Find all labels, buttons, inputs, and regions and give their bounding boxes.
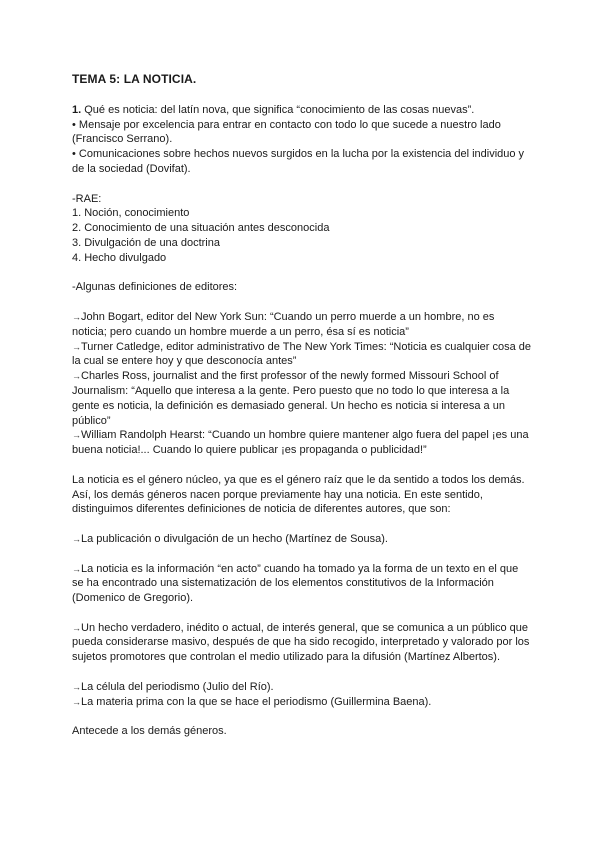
intro-line bbox=[72, 103, 532, 118]
rae-heading: -RAE: bbox=[72, 192, 102, 205]
editor-quote-hearst: →William Randolph Hearst: “Cuando un hombre quiere mantener algo fuera del papel ¡es una buena noticia!... Cuando lo quiere publicar ¡es propaganda o publicidad!” bbox=[72, 429, 529, 457]
arrow-icon: → bbox=[72, 311, 81, 322]
bullet-serrano: • Mensaje por excelencia para entrar en contacto con todo lo que sucede a nuestro lado (Francisco Serrano). bbox=[72, 118, 501, 146]
editor-quote-bogart: →John Bogart, editor del New York Sun: “Cuando un perro muerde a un hombre, no es noticia; pero cuando un hombre muerde a un perro, ésa sí es noticia” bbox=[72, 310, 495, 338]
editors-heading: -Algunas definiciones de editores: bbox=[72, 281, 238, 294]
bullet-dovifat: • Comunicaciones sobre hechos nuevos surgidos en la lucha por la existencia del individuo y de la sociedad (Dovifat). bbox=[72, 148, 525, 175]
intro-text: Qué es noticia: del latín nova, que significa “conocimiento de las cosas nuevas”. bbox=[81, 103, 475, 116]
definition-sousa: →La publicación o divulgación de un hecho (Martínez de Sousa). bbox=[72, 532, 388, 545]
rae-item: 4. Hecho divulgado bbox=[72, 251, 167, 264]
definition-albertos: →Un hecho verdadero, inédito o actual, de interés general, que se comunica a un público que pueda considerarse masivo, después de que ha sido recogido, interpretado y valorado por los sujetos promotores que controlan el medio utilizado para la difusión (Martínez Albertos). bbox=[72, 621, 530, 664]
definition-gregorio: →La noticia es la información “en acto” cuando ha tomado ya la forma de un texto en el que se ha encontrado una sistematización de los elementos constitutivos de la Información (Domenico de Gregorio). bbox=[72, 562, 519, 605]
arrow-icon: → bbox=[72, 341, 81, 352]
definition-rio: →La célula del periodismo (Julio del Río). bbox=[72, 680, 274, 693]
rae-item: 2. Conocimiento de una situación antes desconocida bbox=[72, 222, 330, 235]
editor-quote-ross: →Charles Ross, journalist and the first professor of the newly formed Missouri School of Journalism: “Aquello que interesa a la gente. Pero puesto que no todo lo que interesa a la gente es noticia, la definición es demasiado general. Un hecho es noticia si interesa a un público” bbox=[72, 370, 510, 427]
arrow-icon: → bbox=[72, 696, 81, 707]
definition-baena: →La materia prima con la que se hace el periodismo (Guillermina Baena). bbox=[72, 695, 432, 708]
arrow-icon: → bbox=[72, 681, 81, 692]
document-body bbox=[72, 72, 532, 739]
editor-quote-catledge: →Turner Catledge, editor administrativo de The New York Times: “Noticia es cualquier cosa de la cual se entere hoy y que desconocía antes” bbox=[72, 340, 531, 368]
arrow-icon: → bbox=[72, 371, 81, 382]
arrow-icon: → bbox=[72, 430, 81, 441]
page-title: TEMA 5: LA NOTICIA. bbox=[72, 72, 197, 86]
closing-line: Antecede a los demás géneros. bbox=[72, 725, 227, 738]
nucleus-paragraph: La noticia es el género núcleo, ya que es el género raíz que le da sentido a todos los demás. Así, los demás géneros nacen porque previamente hay una noticia. En este sentido, distinguimos diferentes definiciones de noticia de diferentes autores, que son: bbox=[72, 473, 525, 516]
arrow-icon: → bbox=[72, 533, 81, 544]
rae-item: 3. Divulgación de una doctrina bbox=[72, 236, 220, 249]
arrow-icon: → bbox=[72, 563, 81, 574]
section-number: 1. bbox=[72, 103, 82, 116]
arrow-icon: → bbox=[72, 622, 81, 633]
rae-item: 1. Noción, conocimiento bbox=[72, 207, 190, 220]
